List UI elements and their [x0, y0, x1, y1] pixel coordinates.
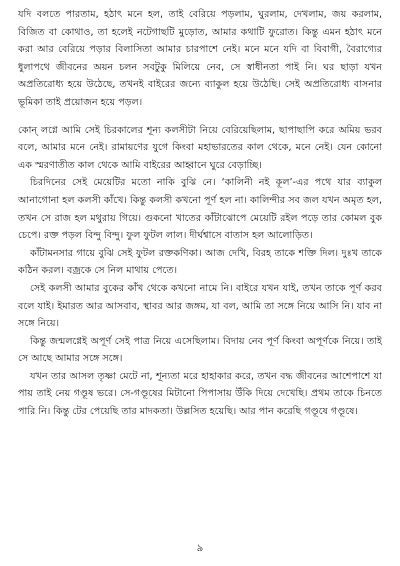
paragraph-intro: যদি বলতে পারতাম, হঠাৎ মনে হল, তাই বেরিয়ে পড়লাম, ঘুরলাম, দেখলাম, জয় করলাম, বিজিত বা কোথাও, তা হলেই নটেগাছটি মুড়োত, আমার কথাটি ফুরোত। কিন্তু এমন হঠাৎ মনে করা আর বেরিয়ে পড়ার বিলাসিতা আমার চারপাশে নেই। মনে মনে যদি বা বিবাগী, বৈরাগ্যের ধুলাপথে জীবনের অয়ন চলন সবটুকু মিলিয়ে নেব, সে স্বাধীনতা পাই নি। ঘর ছাড়া যখন অপ্রতিরোধ্য হয়ে উঠেছে, তখনই বাইরের জন্যে ব্যাকুল হয়ে উঠেছি। সেই অপ্রতিরোধ্য বাসনার ভূমিকা তাই প্রয়োজন হয়ে পড়ল। — [18, 9, 382, 108]
paragraph-kalashi: কোন্ লগ্নে আমি সেই চিরকালের শূন্য কলসীটা নিয়ে বেরিয়েছিলাম, ছাপাছাপি করে অমিয় ভরব বলে, আমার মনে নেই। রামায়ণের যুগে কিংবা মহাভারতের কাল থেকে, মনে নেই। যেন কোনো এক স্মরণাতীত কাল থেকে আমি বাইরের আহ্বানে ঘুরে বেড়াচ্ছি। — [18, 124, 382, 171]
paragraph-kantamonsa: কাঁটামনসার গায়ে বুঝি সেই ফুটল রক্তকণিকা। আজ দেখি, বিরহ তাকে শক্তি দিল। দুঃখ তাকে কঠিন করল। বজ্রকে সে নিল মাথায় পেতে। — [18, 247, 382, 277]
paragraph-janmalagna: কিন্তু জন্মলগ্নেই অপূর্ণ সেই পাত্র নিয়ে এসেছিলাম। বিদায় নেব পূর্ণ কিংবা অপূর্ণকে নিয়ে। তাই সে আছে আমার সঙ্গে সঙ্গে। — [18, 335, 382, 365]
paragraph-trishna: যখন তার আসল তৃষ্ণা মেটে না, শূন্যতা মরে হাহাকার করে, তখন বদ্ধ জীবনের আশেপাশে যা পায় তাই নেয় গণ্ডূষ ভরে। সে-গণ্ডূষের মিটানো পিপাসায় উঁকি দিয়ে দেখেছি। প্রথম তাকে চিনতে পারি নি। কিন্তু টের পেয়েছি তার মাদকতা। উল্লসিত হয়েছি। আর পান করেছি গণ্ডূষে গণ্ডূষে। — [18, 370, 382, 418]
paragraph-bukera-kankh: সেই কলসী আমার বুকের কাঁখ থেকে কখনো নামে নি। বাইরে যখন যাই, তখন তাকে পূর্ণ করব বলে যাই। ইমারত আর আসবাব, স্থাবর আর জঙ্গম, যা বল, আমি তা সঙ্গে নিয়ে আসি নি। যাব না সঙ্গে নিয়ে। — [18, 282, 382, 330]
page-number: ৯ — [196, 543, 204, 554]
document-page — [18, 6, 382, 421]
paragraph-meyeti: চিরদিনের সেই মেয়েটির মতো নাকি বুঝি নে। ‘কালিনী নই কূল’-এর পথে যার ব্যাকুল আনাগোনা হল কলসী কাঁখে। কিন্তু কলসী কখনো পূর্ণ হল না। কালিন্দীর সব জল যখন অমৃত হল, তখন সে রাজ হল মথুরায় গিয়ে। গুকনো খাতের কাঁটাঝোপে মেয়েটি রইল পড়ে তার কোমল বুক চেপে। রক্ত পড়ল বিন্দু বিন্দু। ফুল ফুটল লাল। দীর্ঘশ্বাসে বাতাস হল আলোড়িত। — [18, 177, 382, 242]
paragraph-gap — [18, 112, 382, 122]
